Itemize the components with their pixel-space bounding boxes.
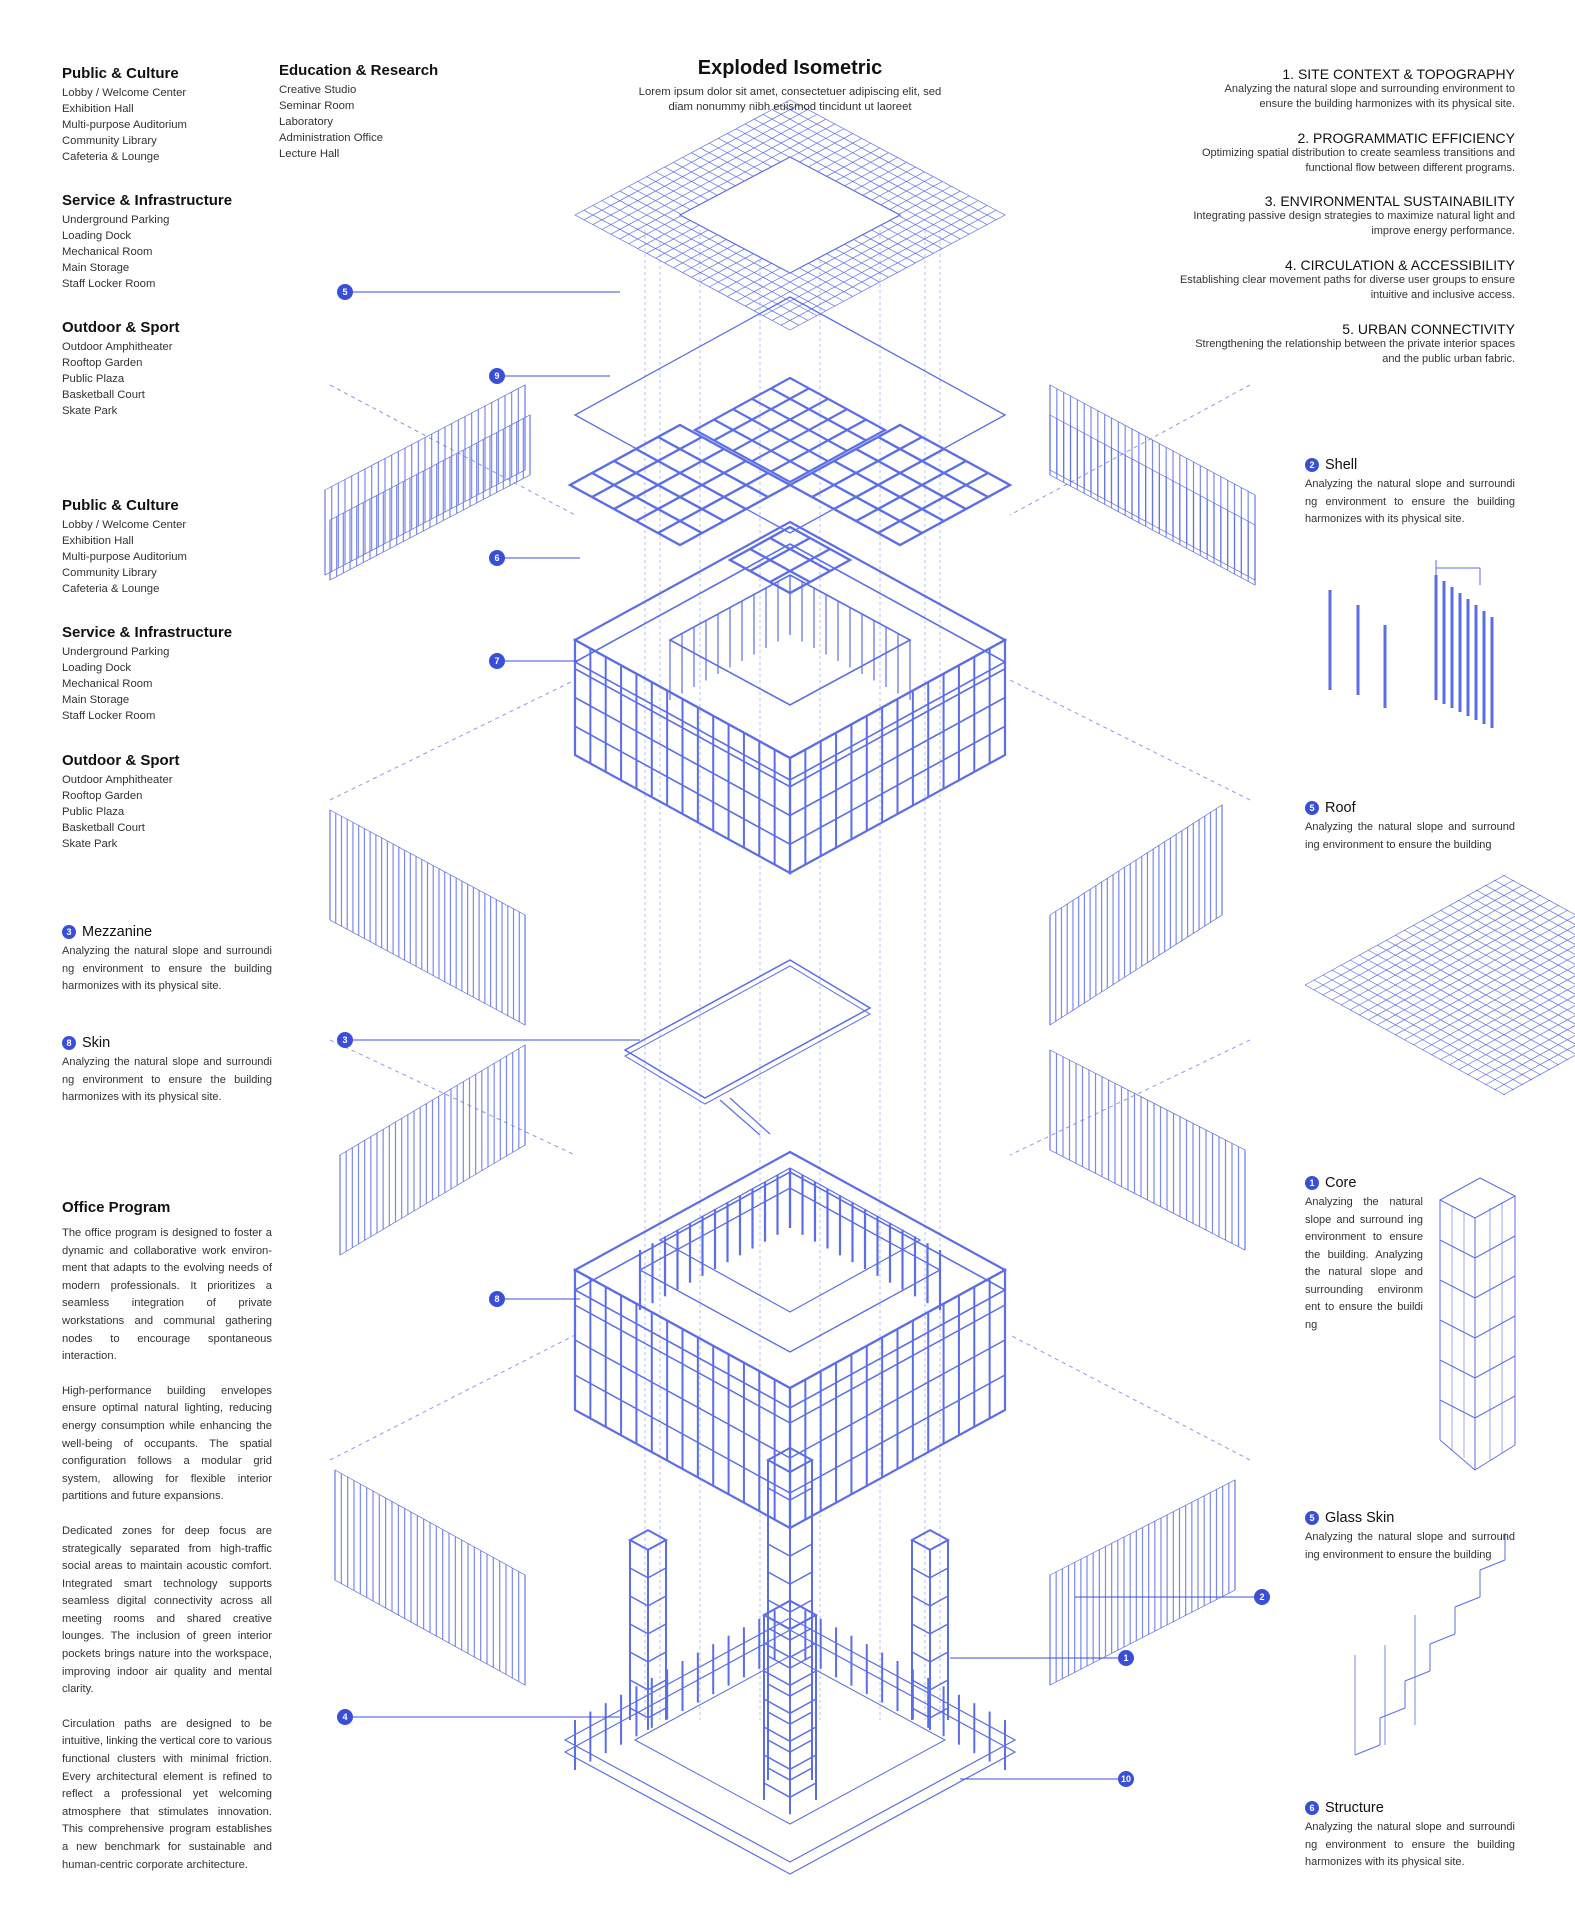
principle-description: Strengthening the relationship between the private interior spaces and the public urban fabric. — [1195, 338, 1515, 365]
category-heading: Service & Infrastructure — [62, 624, 233, 641]
category-item: Loading Dock — [62, 230, 132, 242]
callout-marker: 2 — [1254, 1589, 1270, 1605]
category-item: Multi-purpose Auditorium — [62, 551, 187, 563]
category-item: Basketball Court — [62, 389, 145, 401]
category-item: Underground Parking — [62, 646, 170, 658]
category-item: Main Storage — [62, 694, 130, 706]
callout-marker: 8 — [489, 1291, 505, 1307]
callout-marker: 3 — [337, 1032, 353, 1048]
component-roof — [1305, 800, 1515, 854]
principle-description: Analyzing the natural slope and surrounding environment to ensure the building harmonizes with its physical site. — [1224, 83, 1515, 110]
principle-environmental-sustainability — [1160, 193, 1515, 239]
component-title: Core — [1325, 1175, 1357, 1191]
principle-title: 2. PROGRAMMATIC EFFICIENCY — [1297, 130, 1515, 146]
component-glass-skin — [1305, 1510, 1515, 1564]
category-item: Rooftop Garden — [62, 790, 143, 802]
category-item: Staff Locker Room — [62, 278, 156, 290]
principle-description: Optimizing spatial distribution to create seamless transitions and functional flow between different programs. — [1201, 147, 1515, 174]
component-core — [1305, 1175, 1423, 1334]
callout-marker: 6 — [489, 550, 505, 566]
category-item: Exhibition Hall — [62, 103, 134, 115]
category-outdoor-sport — [62, 319, 179, 419]
callout-marker: 9 — [489, 368, 505, 384]
component-description: Analyzing the natural slope and surround ing environment to ensure the building. Analyzing the natural slope and surrounding environm ent to ensure the buildi ng — [1305, 1196, 1423, 1331]
component-description: Analyzing the natural slope and surround ing environment to ensure the building — [1305, 1531, 1515, 1561]
principle-programmatic-efficiency — [1160, 130, 1515, 176]
number-badge: 2 — [1305, 458, 1319, 472]
category-heading: Public & Culture — [62, 497, 179, 514]
category-public-culture — [62, 65, 187, 165]
callout-marker: 10 — [1118, 1771, 1134, 1787]
office-program-paragraph: Circulation paths are designed to be intuitive, linking the vertical core to various functional clusters with minimal friction. Every architectural element is refined to reflect a professional yet welcoming atmosphere that stimulates innovation. This comprehensive program establishes a new benchmark for sustainable and human-centric corporate architecture. — [62, 1717, 272, 1871]
thumbnail-drawings — [1305, 560, 1575, 1755]
upper-floor-structure — [575, 522, 1005, 873]
office-program — [62, 1199, 272, 1891]
number-badge: 3 — [62, 925, 76, 939]
category-item: Laboratory — [279, 116, 334, 128]
principle-title: 5. URBAN CONNECTIVITY — [1342, 321, 1515, 337]
number-badge: 8 — [62, 1036, 76, 1050]
category-item: Lobby / Welcome Center — [62, 519, 187, 531]
category-item: Seminar Room — [279, 100, 355, 112]
component-title: Structure — [1325, 1800, 1384, 1816]
callout-marker: 1 — [1118, 1650, 1134, 1666]
component-title: Roof — [1325, 800, 1356, 816]
category-item: Staff Locker Room — [62, 710, 156, 722]
component-structure — [1305, 1800, 1515, 1872]
principle-site-context — [1160, 66, 1515, 112]
component-skin — [62, 1035, 272, 1107]
category-item: Outdoor Amphitheater — [62, 774, 173, 786]
office-program-paragraph: Dedicated zones for deep focus are strategically separated from high-traffic social areas to maintain acoustic comfort. Integrated smart technology supports seamless digital connectivity across all meeting rooms and shared creative lounges. The inclusion of green interior pockets brings nature into the workspace, improving indoor air quality and mental clarity. — [62, 1524, 272, 1696]
category-public-culture-repeat — [62, 497, 187, 597]
component-title: Shell — [1325, 457, 1358, 473]
category-item: Rooftop Garden — [62, 357, 143, 369]
category-item: Main Storage — [62, 262, 130, 274]
category-item: Skate Park — [62, 405, 118, 417]
callout-marker: 5 — [337, 284, 353, 300]
principle-description: Integrating passive design strategies to maximize natural light and improve energy performance. — [1193, 210, 1515, 237]
category-item: Loading Dock — [62, 662, 132, 674]
category-service-infrastructure — [62, 192, 232, 292]
category-item: Community Library — [62, 567, 157, 579]
category-education-research — [279, 62, 438, 162]
number-badge: 1 — [1305, 1176, 1319, 1190]
category-heading: Education & Research — [279, 62, 439, 79]
component-description: Analyzing the natural slope and surroundi ng environment to ensure the building harmonizes with its physical site. — [62, 945, 272, 992]
component-title: Mezzanine — [82, 924, 153, 940]
principle-circulation-accessibility — [1160, 257, 1515, 303]
component-mezzanine — [62, 924, 272, 996]
office-program-heading: Office Program — [62, 1199, 171, 1216]
category-item: Multi-purpose Auditorium — [62, 119, 187, 131]
category-heading: Public & Culture — [62, 65, 179, 82]
component-description: Analyzing the natural slope and surround ing environment to ensure the building — [1305, 821, 1515, 851]
category-heading: Outdoor & Sport — [62, 752, 180, 769]
component-description: Analyzing the natural slope and surroundi ng environment to ensure the building harmonizes with its physical site. — [1305, 478, 1515, 525]
category-item: Administration Office — [279, 132, 384, 144]
number-badge: 5 — [1305, 1511, 1319, 1525]
category-item: Creative Studio — [279, 84, 357, 96]
component-description: Analyzing the natural slope and surroundi ng environment to ensure the building harmonizes with its physical site. — [1305, 1821, 1515, 1868]
category-item: Outdoor Amphitheater — [62, 341, 173, 353]
office-program-paragraph: The office program is designed to foster a dynamic and collaborative work environ-ment that adapts to the evolving needs of modern professionals. It prioritizes a seamless integration of private workstations and communal gathering nodes to encourage spontaneous interaction. — [62, 1227, 272, 1363]
principle-title: 4. CIRCULATION & ACCESSIBILITY — [1284, 257, 1515, 273]
category-service-infrastructure-repeat — [62, 624, 232, 724]
principle-title: 1. SITE CONTEXT & TOPOGRAPHY — [1282, 66, 1515, 82]
category-item: Exhibition Hall — [62, 535, 134, 547]
component-title: Glass Skin — [1325, 1510, 1395, 1526]
category-item: Mechanical Room — [62, 678, 153, 690]
callout-marker: 4 — [337, 1709, 353, 1725]
category-item: Public Plaza — [62, 373, 125, 385]
mezzanine-slab — [625, 960, 870, 1135]
category-heading: Outdoor & Sport — [62, 319, 180, 336]
callout-marker: 7 — [489, 653, 505, 669]
callout-leader-lines — [353, 292, 1254, 1779]
number-badge: 5 — [1305, 801, 1319, 815]
page-title: Exploded Isometric — [697, 57, 883, 79]
page-subtitle: Lorem ipsum dolor sit amet, consectetuer adipiscing elit, sed diam nonummy nibh euismod tincidunt ut laoreet — [638, 86, 942, 113]
category-item: Public Plaza — [62, 806, 125, 818]
category-item: Cafeteria & Lounge — [62, 151, 160, 163]
office-program-paragraph: High-performance building envelopes ensure optimal natural lighting, reducing energy consumption while enhancing the well-being of occupants. The spatial configuration follows a modular grid system, allowing for flexible interior partitions and future expansions. — [62, 1384, 272, 1503]
roof-grid — [575, 100, 1005, 330]
category-heading: Service & Infrastructure — [62, 192, 233, 209]
component-description: Analyzing the natural slope and surroundi ng environment to ensure the building harmonizes with its physical site. — [62, 1056, 272, 1103]
category-item: Mechanical Room — [62, 246, 153, 258]
category-item: Underground Parking — [62, 214, 170, 226]
category-item: Community Library — [62, 135, 157, 147]
beam-grid-layer — [570, 425, 1010, 593]
principle-description: Establishing clear movement paths for diverse user groups to ensure intuitive and inclusive access. — [1179, 274, 1515, 301]
category-item: Skate Park — [62, 838, 118, 850]
component-title: Skin — [82, 1035, 111, 1051]
component-shell — [1305, 457, 1515, 529]
category-item: Cafeteria & Lounge — [62, 583, 160, 595]
category-item: Basketball Court — [62, 822, 145, 834]
category-outdoor-sport-repeat — [62, 752, 179, 852]
category-item: Lecture Hall — [279, 148, 340, 160]
category-item: Lobby / Welcome Center — [62, 87, 187, 99]
principle-title: 3. ENVIRONMENTAL SUSTAINABILITY — [1264, 193, 1515, 209]
number-badge: 6 — [1305, 1801, 1319, 1815]
principle-urban-connectivity — [1160, 321, 1515, 367]
